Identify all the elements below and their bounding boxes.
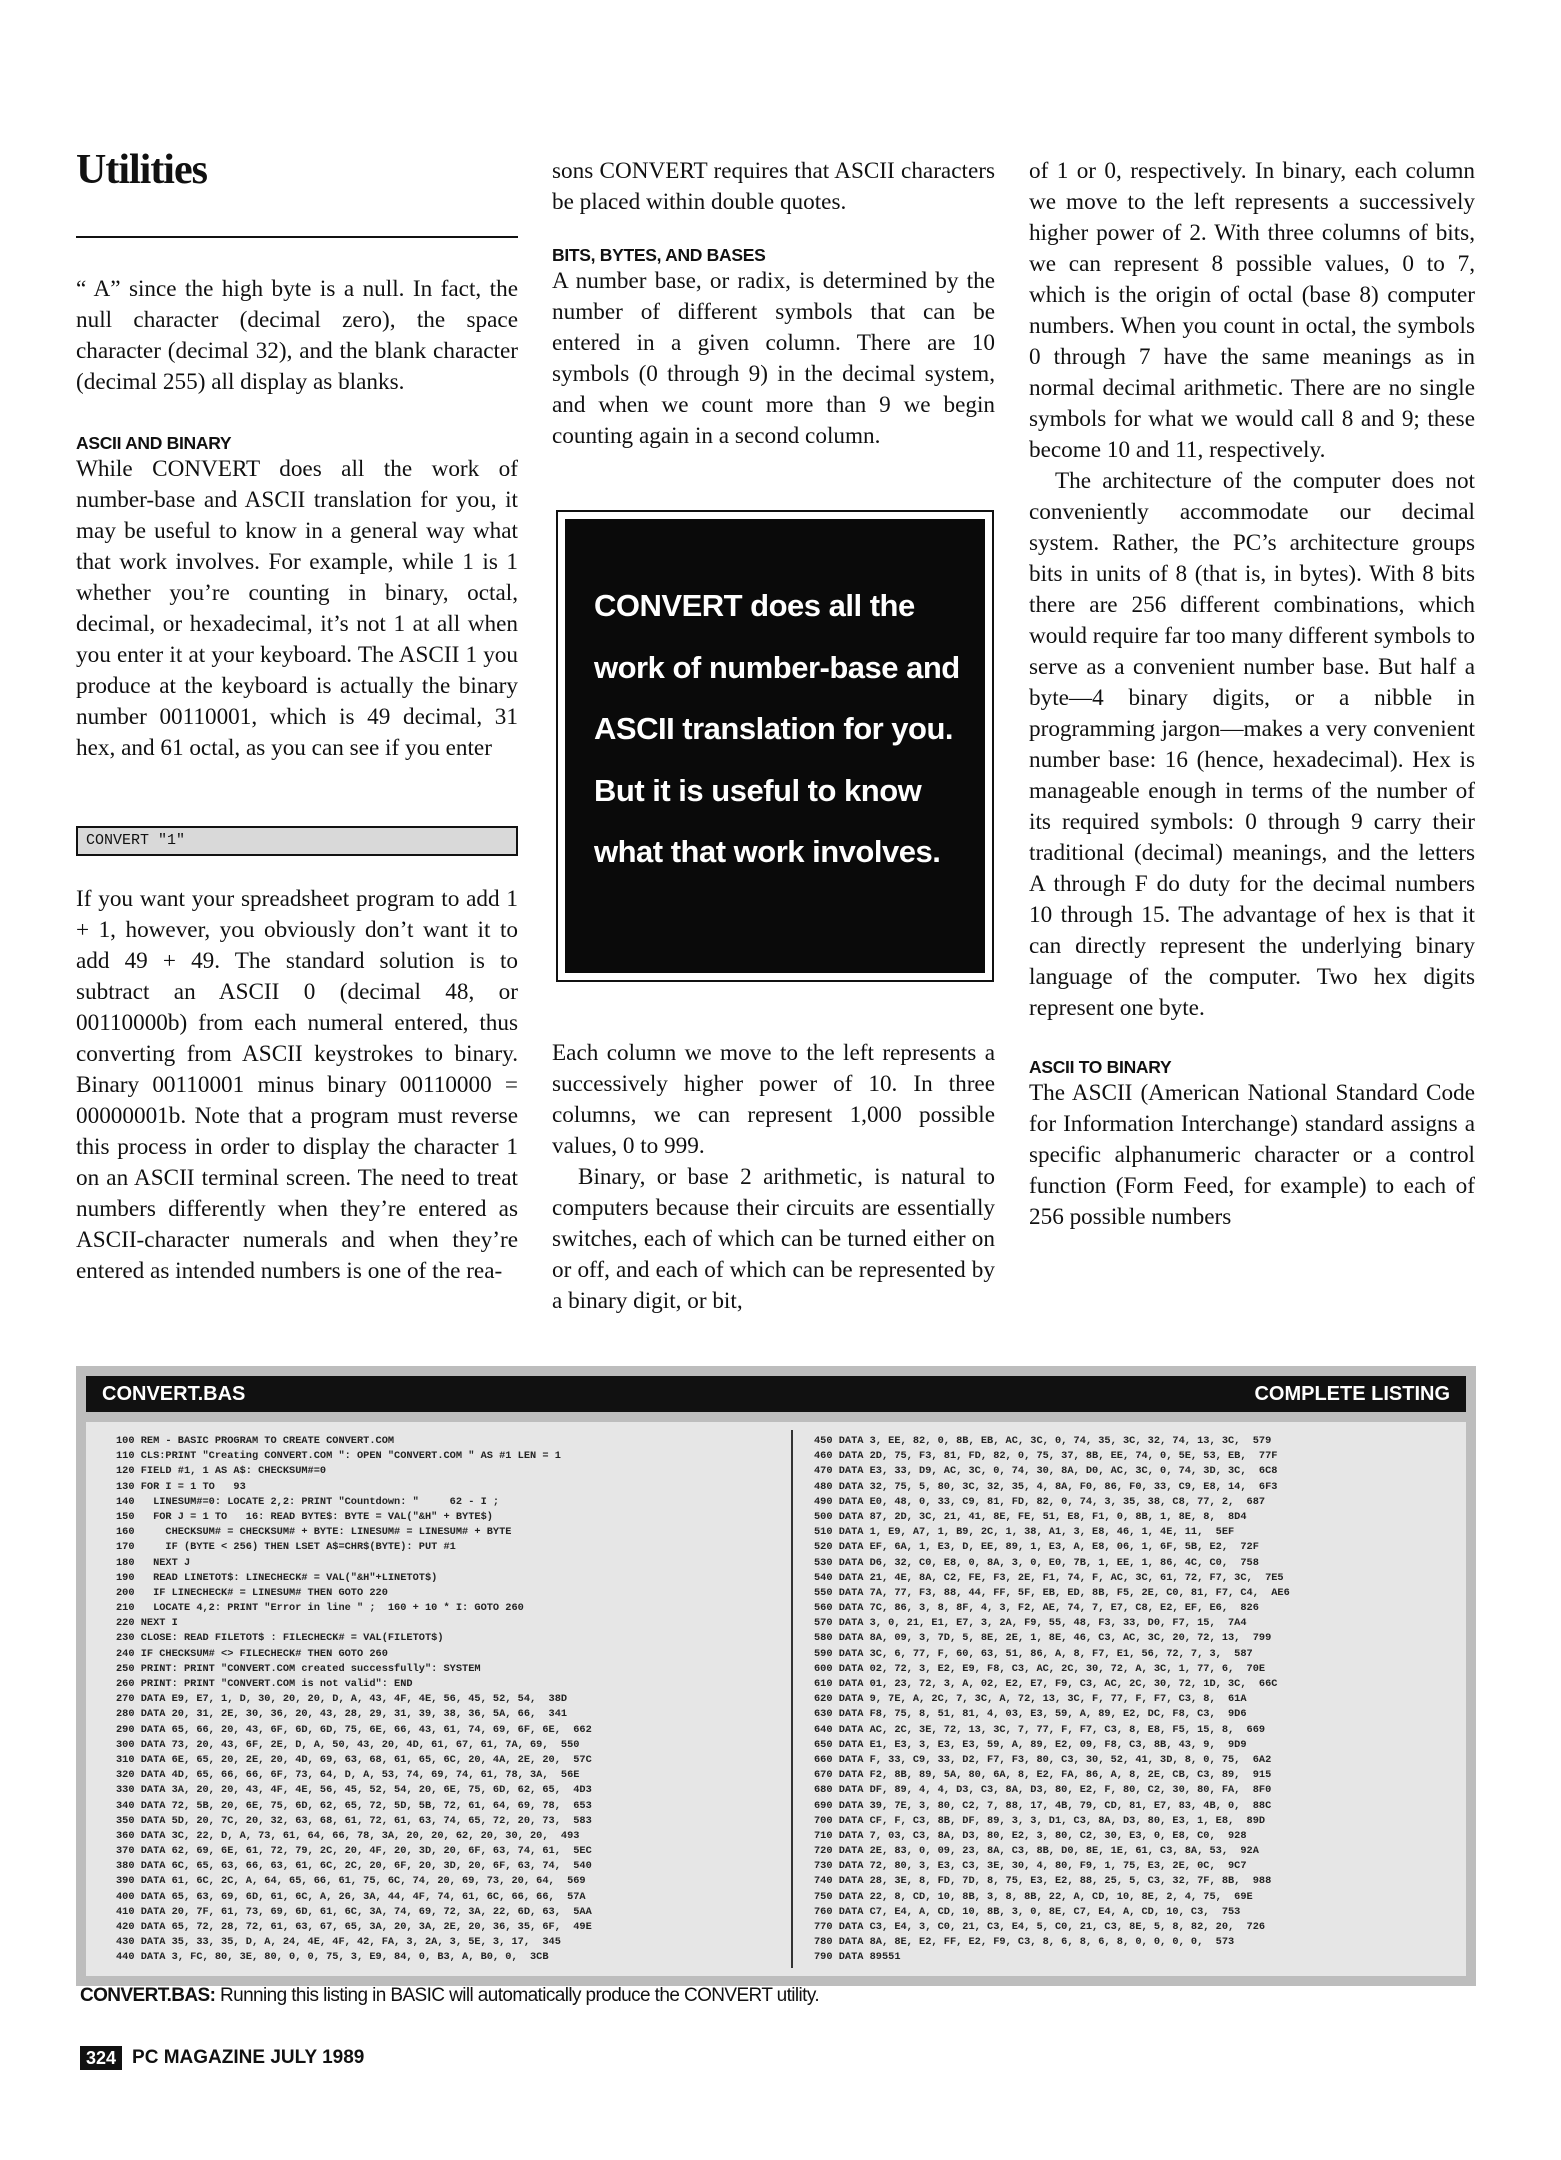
paragraph: If you want your spreadsheet program to add 1 + 1, however, you obviously don’t want it to add 49 + 49. The standard solution is to subtract an ASCII 0 (decimal 48, or 00110000b) from each numeral entered, thus converting from ASCII keystrokes to binary. Binary 00110001 minus binary 00110000 = 00000001b. Note that a program must reverse this process in order to display the character 1 on an ASCII terminal screen. The need to treat numbers differently when they’re entered as ASCII-character numerals and when they’re entered as intended numbers is one of the rea- [76,886,518,1284]
listing-body [86,1422,1466,1976]
code-line: 770 DATA C3, E4, 3, C0, 21, C3, E4, 5, C0, 21, C3, 8E, 5, 8, 82, 20, 726 [814,1921,1266,1933]
code-line: 620 DATA 9, 7E, A, 2C, 7, 3C, A, 72, 13, 3C, F, 77, F, F7, C3, 8, 61A [814,1693,1247,1706]
code-line: 150 FOR J = 1 TO 16: READ BYTE$: BYTE = VAL("&H" + BYTE$) [116,1510,493,1523]
subheading: ASCII TO BINARY [1029,1057,1172,1077]
caption-label: CONVERT.BAS: [80,1985,216,2006]
code-line: 190 READ LINETOT$: LINECHECK# = VAL("&H"+LINETOT$) [116,1571,438,1584]
paragraph: of 1 or 0, respectively. In binary, each column we move to the left represents a successively higher power of 2. With three columns of bits, we can represent 8 possible values, 0 to 7, which is the origin of octal (base 8) computer numbers. When you count in octal, the symbols 0 through 7 have the same meanings as in normal decimal arithmetic. There are no single symbols for what we would call 8 and 9; these become 10 and 11, respectively. [1029,158,1475,463]
pull-quote [556,510,994,982]
code-line: 740 DATA 28, 3E, 8, FD, 7D, 8, 75, E3, E2, 88, 25, 5, C3, 32, 7F, 8B, 988 [814,1875,1272,1888]
listing-right-column [814,1434,1454,1966]
column-2-bottom [552,1038,995,1317]
code-line: 270 DATA E9, E7, 1, D, 30, 20, 20, D, A, 43, 4F, 4E, 56, 45, 52, 54, 38D [116,1693,568,1706]
code-line: 680 DATA DF, 89, 4, 4, D3, C3, 8A, D3, 80, E2, F, 80, C2, 30, 80, FA, 8F0 [814,1784,1272,1797]
code-line: 240 IF CHECKSUM# <> FILECHECK# THEN GOTO 260 [116,1647,388,1660]
code-line: 790 DATA 89551 [814,1951,901,1964]
code-line: 160 CHECKSUM# = CHECKSUM# + BYTE: LINESUM# = LINESUM# + BYTE [116,1526,512,1539]
code-line: 640 DATA AC, 2C, 3E, 72, 13, 3C, 7, 77, F, F7, C3, 8, E8, F5, 15, 8, 669 [814,1723,1266,1736]
code-line: 690 DATA 39, 7E, 3, 80, C2, 7, 88, 17, 4B, 79, CD, 81, E7, 83, 4B, 0, 88C [814,1799,1272,1812]
code-line: 350 DATA 5D, 20, 7C, 20, 32, 63, 68, 61, 72, 61, 63, 74, 65, 72, 20, 73, 583 [116,1814,592,1827]
listing-title: CONVERT.BAS [102,1383,246,1405]
code-line: 450 DATA 3, EE, 82, 0, 8B, EB, AC, 3C, 0, 74, 35, 3C, 32, 74, 13, 3C, 579 [814,1435,1272,1447]
page-footer [80,2045,364,2071]
code-line: 750 DATA 22, 8, CD, 10, 8B, 3, 8, 8B, 22, A, CD, 10, 8E, 2, 4, 75, 69E [814,1890,1253,1903]
code-line: 310 DATA 6E, 65, 20, 2E, 20, 4D, 69, 63, 68, 61, 65, 6C, 20, 4A, 2E, 20, 57C [116,1753,592,1766]
code-line: 530 DATA D6, 32, C0, E8, 0, 8A, 3, 0, E0, 7B, 1, EE, 1, 86, 4C, C0, 758 [814,1556,1259,1569]
paragraph: While CONVERT does all the work of number-base and ASCII translation for you, it may be useful to know in a general way what that work involves. For example, while 1 is 1 whether you’re counting in binary, octal, decimal, or hexadecimal, it’s not 1 at all when you enter it at your keyboard. The ASCII 1 you produce at the keyboard is actually the binary number 00110001, which is 49 decimal, 31 hex, and 61 octal, as you can see if you enter [76,456,518,761]
paragraph: “ A” since the high byte is a null. In fact, the null character (decimal zero), the space character (decimal 32), and the blank character (decimal 255) all display as blanks. [76,276,518,395]
code-line: 120 FIELD #1, 1 AS A$: CHECKSUM#=0 [116,1465,327,1478]
code-line: 320 DATA 4D, 65, 66, 66, 6F, 73, 64, D, A, 53, 74, 69, 74, 61, 78, 3A, 56E [116,1769,580,1782]
code-line: 260 PRINT: PRINT "CONVERT.COM is not valid": END [116,1678,413,1690]
code-line: 720 DATA 2E, 83, 0, 09, 23, 8A, C3, 8B, D0, 8E, 1E, 61, C3, 8A, 53, 92A [814,1845,1259,1858]
code-line: 650 DATA E1, E3, 3, E3, E3, 59, A, 89, E2, 09, F8, C3, 8B, 43, 9, 9D9 [814,1738,1247,1751]
code-example: CONVERT "1" [86,832,186,849]
code-line: 780 DATA 8A, 8E, E2, FF, E2, F9, C3, 8, 6, 8, 6, 8, 0, 0, 0, 0, 573 [814,1936,1235,1949]
code-line: 490 DATA E0, 48, 0, 33, C9, 81, FD, 82, 0, 74, 3, 35, 38, C8, 77, 2, 687 [814,1495,1266,1508]
code-line: 460 DATA 2D, 75, F3, 81, FD, 82, 0, 75, 37, 8B, EE, 74, 0, 5E, 53, EB, 77F [814,1450,1278,1463]
code-line: 410 DATA 20, 7F, 61, 73, 69, 6D, 61, 6C, 3A, 74, 69, 72, 3A, 22, 6D, 63, 5AA [116,1905,592,1918]
code-line: 560 DATA 7C, 86, 3, 8, 8F, 4, 3, F2, AE, 74, 7, E7, C8, E2, EF, E6, 826 [814,1602,1259,1615]
code-line: 340 DATA 72, 5B, 20, 6E, 75, 6D, 62, 65, 72, 5D, 5B, 72, 61, 64, 69, 78, 653 [116,1799,592,1812]
code-line: 230 CLOSE: READ FILETOT$ : FILECHECK# = VAL(FILETOT$) [116,1632,444,1645]
figure-caption [80,1985,1460,2007]
code-listing-panel [76,1366,1476,1986]
code-line: 420 DATA 65, 72, 28, 72, 61, 63, 67, 65, 3A, 20, 3A, 2E, 20, 36, 35, 6F, 49E [116,1921,592,1933]
code-line: 140 LINESUM#=0: LOCATE 2,2: PRINT "Countdown: " 62 - I ; [116,1495,500,1508]
column-1-bottom [76,884,518,1287]
code-line: 480 DATA 32, 75, 5, 80, 3C, 32, 35, 4, 8A, F0, 86, F0, 33, C9, E8, 14, 6F3 [814,1480,1278,1493]
code-line: 590 DATA 3C, 6, 77, F, 60, 63, 51, 86, A, 8, F7, E1, 56, 72, 7, 3, 587 [814,1647,1253,1660]
code-line: 130 FOR I = 1 TO 93 [116,1480,246,1493]
column-2-top [552,156,995,452]
code-line: 550 DATA 7A, 77, F3, 88, 44, FF, 5F, EB, ED, 8B, F5, 2E, C0, 81, F7, C4, AE6 [814,1586,1290,1599]
code-line: 100 REM - BASIC PROGRAM TO CREATE CONVERT.COM [116,1435,395,1447]
code-line: 360 DATA 3C, 22, D, A, 73, 61, 64, 66, 78, 3A, 20, 20, 62, 20, 30, 20, 493 [116,1829,580,1842]
paragraph: Binary, or base 2 arithmetic, is natural to computers because their circuits are essentially switches, each of which can be turned either on or off, and each of which can be represented by a binary digit, or bit, [552,1164,995,1314]
subheading: BITS, BYTES, AND BASES [552,245,766,265]
code-line: 540 DATA 21, 4E, 8A, C2, FE, F3, 2E, F1, 74, F, AC, 3C, 61, 72, F7, 3C, 7E5 [814,1571,1284,1584]
heading-rule [76,236,518,238]
paragraph: The ASCII (American National Standard Code for Information Interchange) standard assigns a specific alphanumeric character or a control function (Form Feed, for example) to each of 256 possible numbers [1029,1080,1475,1230]
column-1-top [76,274,518,764]
code-line: 200 IF LINECHECK# = LINESUM# THEN GOTO 220 [116,1586,388,1599]
code-line: 700 DATA CF, F, C3, 8B, DF, 89, 3, 3, D1, C3, 8A, D3, 80, E3, 1, E8, 89D [814,1814,1266,1827]
code-line: 210 LOCATE 4,2: PRINT "Error in line " ; 160 + 10 * I: GOTO 260 [116,1602,524,1615]
code-line: 730 DATA 72, 80, 3, E3, C3, 3E, 30, 4, 80, F9, 1, 75, E3, 2E, 0C, 9C7 [814,1860,1247,1873]
code-line: 370 DATA 62, 69, 6E, 61, 72, 79, 2C, 20, 4F, 20, 3D, 20, 6F, 63, 74, 61, 5EC [116,1845,592,1858]
code-line: 500 DATA 87, 2D, 3C, 21, 41, 8E, FE, 51, E8, F1, 0, 8B, 1, 8E, 8, 8D4 [814,1510,1247,1523]
code-line: 440 DATA 3, FC, 80, 3E, 80, 0, 0, 75, 3, E9, 84, 0, B3, A, B0, 0, 3CB [116,1951,549,1964]
code-line: 250 PRINT: PRINT "CONVERT.COM created successfully": SYSTEM [116,1662,481,1675]
code-line: 180 NEXT J [116,1556,191,1569]
subheading: ASCII AND BINARY [76,433,232,453]
code-line: 510 DATA 1, E9, A7, 1, B9, 2C, 1, 38, A1, 3, E8, 46, 1, 4E, 11, 5EF [814,1526,1235,1539]
listing-title-bar [86,1376,1466,1412]
column-3 [1029,156,1475,1233]
code-line: 430 DATA 35, 33, 35, D, A, 24, 4E, 4F, 42, FA, 3, 2A, 3, 5E, 3, 17, 345 [116,1936,561,1949]
code-line: 710 DATA 7, 03, C3, 8A, D3, 80, E2, 3, 80, C2, 30, E3, 0, E8, C0, 928 [814,1829,1247,1842]
caption-text: Running this listing in BASIC will automatically produce the CONVERT utility. [215,1985,820,2006]
code-line: 670 DATA F2, 8B, 89, 5A, 80, 6A, 8, E2, FA, 86, A, 8, 2E, CB, C3, 89, 915 [814,1769,1272,1782]
magazine-name: PC MAGAZINE JULY 1989 [132,2047,365,2068]
code-line: 630 DATA F8, 75, 8, 51, 81, 4, 03, E3, 59, A, 89, E2, DC, F8, C3, 9D6 [814,1708,1247,1721]
code-line: 660 DATA F, 33, C9, 33, D2, F7, F3, 80, C3, 30, 52, 41, 3D, 8, 0, 75, 6A2 [814,1753,1272,1766]
code-line: 580 DATA 8A, 09, 3, 7D, 5, 8E, 2E, 1, 8E, 46, C3, AC, 3C, 20, 72, 13, 799 [814,1632,1272,1645]
code-line: 110 CLS:PRINT "Creating CONVERT.COM ": OPEN "CONVERT.COM " AS #1 LEN = 1 [116,1450,561,1463]
code-line: 170 IF (BYTE < 256) THEN LSET A$=CHR$(BYTE): PUT #1 [116,1541,456,1554]
listing-left-column [116,1434,776,1966]
code-line: 600 DATA 02, 72, 3, E2, E9, F8, C3, AC, 2C, 30, 72, A, 3C, 1, 77, 6, 70E [814,1662,1266,1675]
code-line: 610 DATA 01, 23, 72, 3, A, 02, E2, E7, F9, C3, AC, 2C, 30, 72, 1D, 3C, 66C [814,1678,1278,1690]
code-line: 300 DATA 73, 20, 43, 6F, 2E, D, A, 50, 43, 20, 4D, 61, 67, 61, 7A, 69, 550 [116,1738,580,1751]
paragraph: sons CONVERT requires that ASCII characters be placed within double quotes. [552,158,995,215]
code-line: 520 DATA EF, 6A, 1, E3, D, EE, 89, 1, E3, A, E8, 06, 1, 6F, 5B, E2, 72F [814,1541,1259,1554]
pull-quote-text: CONVERT does all the work of number-base and ASCII translation for you. But it is useful to know what that work involves. [565,519,985,973]
section-heading: Utilities [76,147,207,193]
code-line: 220 NEXT I [116,1617,178,1630]
code-line: 290 DATA 65, 66, 20, 43, 6F, 6D, 6D, 75, 6E, 66, 43, 61, 74, 69, 6F, 6E, 662 [116,1723,592,1736]
paragraph: A number base, or radix, is determined by the number of different symbols that can be entered in a given column. There are 10 symbols (0 through 9) in the decimal system, and when we count more than 9 we begin counting again in a second column. [552,268,995,449]
code-line: 330 DATA 3A, 20, 20, 43, 4F, 4E, 56, 45, 52, 54, 20, 6E, 75, 6D, 62, 65, 4D3 [116,1784,592,1797]
code-example-box [76,826,518,856]
code-line: 570 DATA 3, 0, 21, E1, E7, 3, 2A, F9, 55, 48, F3, 33, D0, F7, 15, 7A4 [814,1617,1247,1630]
paragraph: The architecture of the computer does not conveniently accommodate our decimal system. Rather, the PC’s architecture groups bits in units of 8 (that is, in bytes). With 8 bits there are 256 different combinations, which would require far too many different symbols to serve as a convenient number base. But half a byte—4 binary digits, or a nibble in programming jargon—makes a very convenient number base: 16 (hence, hexadecimal). Hex is manageable enough in terms of the number of its required symbols: 0 through 9 carry their traditional (decimal) meanings, and the letters A through F do duty for the decimal numbers 10 through 15. The advantage of hex is that it can directly represent the underlying binary language of the computer. Two hex digits represent one byte. [1029,468,1475,1021]
listing-divider [791,1430,793,1968]
listing-label: COMPLETE LISTING [1254,1383,1450,1405]
paragraph: Each column we move to the left represents a successively higher power of 10. In three columns, we can represent 1,000 possible values, 0 to 999. [552,1040,995,1159]
code-line: 470 DATA E3, 33, D9, AC, 3C, 0, 74, 30, 8A, D0, AC, 3C, 0, 74, 3D, 3C, 6C8 [814,1465,1278,1478]
code-line: 380 DATA 6C, 65, 63, 66, 63, 61, 6C, 2C, 20, 6F, 20, 3D, 20, 6F, 63, 74, 540 [116,1860,592,1873]
code-line: 390 DATA 61, 6C, 2C, A, 64, 65, 66, 61, 75, 6C, 74, 20, 69, 73, 20, 64, 569 [116,1875,586,1888]
code-line: 400 DATA 65, 63, 69, 6D, 61, 6C, A, 26, 3A, 44, 4F, 74, 61, 6C, 66, 66, 57A [116,1890,586,1903]
page-number: 324 [80,2046,122,2070]
code-line: 760 DATA C7, E4, A, CD, 10, 8B, 3, 0, 8E, C7, E4, A, CD, 10, C3, 753 [814,1905,1241,1918]
code-line: 280 DATA 20, 31, 2E, 30, 36, 20, 43, 28, 29, 31, 39, 38, 36, 5A, 66, 341 [116,1708,568,1721]
